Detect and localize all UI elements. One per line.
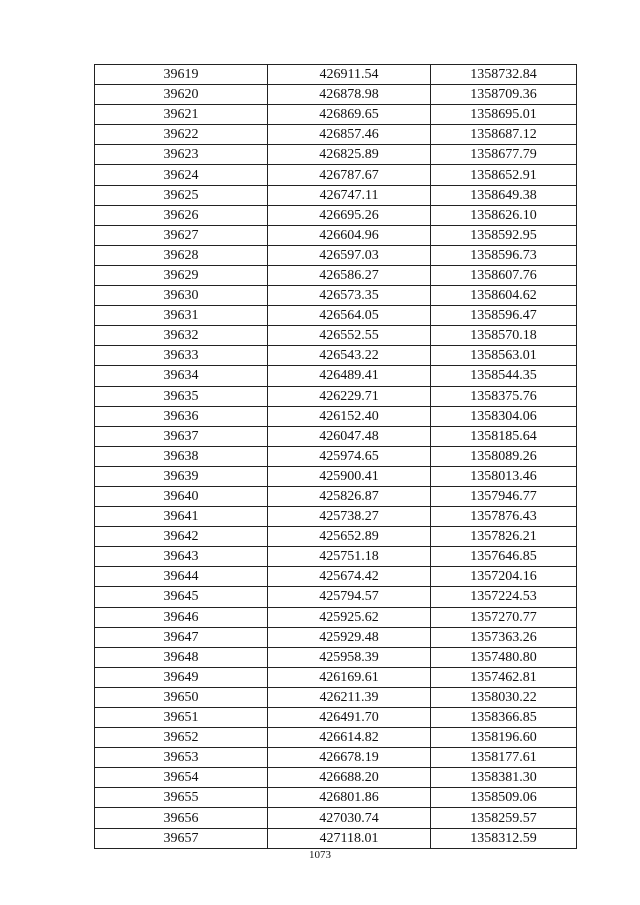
y-coordinate-cell: 1357462.81 <box>431 667 577 687</box>
table-row <box>95 326 577 346</box>
table-row <box>95 567 577 587</box>
x-coordinate-cell: 426564.05 <box>268 306 431 326</box>
table-row <box>95 607 577 627</box>
table-row <box>95 486 577 506</box>
coordinate-table-body <box>95 65 577 849</box>
point-id-cell: 39649 <box>95 667 268 687</box>
table-row <box>95 205 577 225</box>
table-row <box>95 587 577 607</box>
point-id-cell: 39621 <box>95 105 268 125</box>
table-row <box>95 145 577 165</box>
y-coordinate-cell: 1358013.46 <box>431 466 577 486</box>
x-coordinate-cell: 425974.65 <box>268 446 431 466</box>
point-id-cell: 39626 <box>95 205 268 225</box>
point-id-cell: 39648 <box>95 647 268 667</box>
point-id-cell: 39653 <box>95 748 268 768</box>
x-coordinate-cell: 426047.48 <box>268 426 431 446</box>
x-coordinate-cell: 426573.35 <box>268 286 431 306</box>
y-coordinate-cell: 1358185.64 <box>431 426 577 446</box>
y-coordinate-cell: 1358544.35 <box>431 366 577 386</box>
y-coordinate-cell: 1357363.26 <box>431 627 577 647</box>
table-row <box>95 286 577 306</box>
point-id-cell: 39630 <box>95 286 268 306</box>
point-id-cell: 39628 <box>95 245 268 265</box>
table-row <box>95 386 577 406</box>
point-id-cell: 39634 <box>95 366 268 386</box>
table-row <box>95 547 577 567</box>
table-row <box>95 466 577 486</box>
y-coordinate-cell: 1357646.85 <box>431 547 577 567</box>
y-coordinate-cell: 1357270.77 <box>431 607 577 627</box>
point-id-cell: 39638 <box>95 446 268 466</box>
x-coordinate-cell: 425826.87 <box>268 486 431 506</box>
point-id-cell: 39629 <box>95 265 268 285</box>
x-coordinate-cell: 427030.74 <box>268 808 431 828</box>
point-id-cell: 39623 <box>95 145 268 165</box>
table-row <box>95 527 577 547</box>
table-row <box>95 828 577 848</box>
y-coordinate-cell: 1358196.60 <box>431 728 577 748</box>
table-row <box>95 85 577 105</box>
point-id-cell: 39654 <box>95 768 268 788</box>
y-coordinate-cell: 1358366.85 <box>431 708 577 728</box>
x-coordinate-cell: 426543.22 <box>268 346 431 366</box>
point-id-cell: 39651 <box>95 708 268 728</box>
y-coordinate-cell: 1358030.22 <box>431 687 577 707</box>
x-coordinate-cell: 425929.48 <box>268 627 431 647</box>
y-coordinate-cell: 1358687.12 <box>431 125 577 145</box>
point-id-cell: 39641 <box>95 507 268 527</box>
point-id-cell: 39622 <box>95 125 268 145</box>
point-id-cell: 39639 <box>95 466 268 486</box>
table-row <box>95 687 577 707</box>
point-id-cell: 39642 <box>95 527 268 547</box>
y-coordinate-cell: 1357946.77 <box>431 486 577 506</box>
x-coordinate-cell: 426688.20 <box>268 768 431 788</box>
point-id-cell: 39656 <box>95 808 268 828</box>
x-coordinate-cell: 426801.86 <box>268 788 431 808</box>
table-row <box>95 426 577 446</box>
x-coordinate-cell: 426211.39 <box>268 687 431 707</box>
y-coordinate-cell: 1358649.38 <box>431 185 577 205</box>
x-coordinate-cell: 426491.70 <box>268 708 431 728</box>
table-row <box>95 788 577 808</box>
y-coordinate-cell: 1358677.79 <box>431 145 577 165</box>
table-row <box>95 245 577 265</box>
x-coordinate-cell: 425900.41 <box>268 466 431 486</box>
y-coordinate-cell: 1358592.95 <box>431 225 577 245</box>
x-coordinate-cell: 425751.18 <box>268 547 431 567</box>
y-coordinate-cell: 1358607.76 <box>431 265 577 285</box>
y-coordinate-cell: 1358732.84 <box>431 65 577 85</box>
point-id-cell: 39657 <box>95 828 268 848</box>
x-coordinate-cell: 426695.26 <box>268 205 431 225</box>
table-row <box>95 647 577 667</box>
table-row <box>95 306 577 326</box>
point-id-cell: 39640 <box>95 486 268 506</box>
x-coordinate-cell: 426489.41 <box>268 366 431 386</box>
x-coordinate-cell: 427118.01 <box>268 828 431 848</box>
point-id-cell: 39635 <box>95 386 268 406</box>
y-coordinate-cell: 1357876.43 <box>431 507 577 527</box>
y-coordinate-cell: 1358312.59 <box>431 828 577 848</box>
y-coordinate-cell: 1358304.06 <box>431 406 577 426</box>
y-coordinate-cell: 1358563.01 <box>431 346 577 366</box>
y-coordinate-cell: 1358709.36 <box>431 85 577 105</box>
x-coordinate-cell: 426229.71 <box>268 386 431 406</box>
point-id-cell: 39636 <box>95 406 268 426</box>
table-row <box>95 728 577 748</box>
table-row <box>95 627 577 647</box>
x-coordinate-cell: 426586.27 <box>268 265 431 285</box>
point-id-cell: 39632 <box>95 326 268 346</box>
x-coordinate-cell: 426911.54 <box>268 65 431 85</box>
y-coordinate-cell: 1358652.91 <box>431 165 577 185</box>
x-coordinate-cell: 426597.03 <box>268 245 431 265</box>
table-row <box>95 105 577 125</box>
y-coordinate-cell: 1358509.06 <box>431 788 577 808</box>
point-id-cell: 39625 <box>95 185 268 205</box>
x-coordinate-cell: 426878.98 <box>268 85 431 105</box>
x-coordinate-cell: 425652.89 <box>268 527 431 547</box>
x-coordinate-cell: 426152.40 <box>268 406 431 426</box>
table-row <box>95 165 577 185</box>
table-row <box>95 446 577 466</box>
table-row <box>95 265 577 285</box>
y-coordinate-cell: 1358177.61 <box>431 748 577 768</box>
point-id-cell: 39655 <box>95 788 268 808</box>
x-coordinate-cell: 425958.39 <box>268 647 431 667</box>
table-row <box>95 507 577 527</box>
y-coordinate-cell: 1358381.30 <box>431 768 577 788</box>
coordinate-table <box>94 64 577 849</box>
point-id-cell: 39620 <box>95 85 268 105</box>
y-coordinate-cell: 1357480.80 <box>431 647 577 667</box>
y-coordinate-cell: 1357826.21 <box>431 527 577 547</box>
table-row <box>95 185 577 205</box>
point-id-cell: 39650 <box>95 687 268 707</box>
y-coordinate-cell: 1358596.73 <box>431 245 577 265</box>
x-coordinate-cell: 426614.82 <box>268 728 431 748</box>
table-row <box>95 768 577 788</box>
point-id-cell: 39637 <box>95 426 268 446</box>
y-coordinate-cell: 1358626.10 <box>431 205 577 225</box>
point-id-cell: 39644 <box>95 567 268 587</box>
x-coordinate-cell: 426552.55 <box>268 326 431 346</box>
x-coordinate-cell: 425925.62 <box>268 607 431 627</box>
y-coordinate-cell: 1358695.01 <box>431 105 577 125</box>
y-coordinate-cell: 1357204.16 <box>431 567 577 587</box>
x-coordinate-cell: 426869.65 <box>268 105 431 125</box>
point-id-cell: 39619 <box>95 65 268 85</box>
point-id-cell: 39624 <box>95 165 268 185</box>
point-id-cell: 39647 <box>95 627 268 647</box>
x-coordinate-cell: 426787.67 <box>268 165 431 185</box>
x-coordinate-cell: 425738.27 <box>268 507 431 527</box>
point-id-cell: 39643 <box>95 547 268 567</box>
x-coordinate-cell: 426604.96 <box>268 225 431 245</box>
point-id-cell: 39645 <box>95 587 268 607</box>
x-coordinate-cell: 426825.89 <box>268 145 431 165</box>
x-coordinate-cell: 425794.57 <box>268 587 431 607</box>
y-coordinate-cell: 1358570.18 <box>431 326 577 346</box>
y-coordinate-cell: 1357224.53 <box>431 587 577 607</box>
table-row <box>95 366 577 386</box>
x-coordinate-cell: 426169.61 <box>268 667 431 687</box>
table-row <box>95 406 577 426</box>
y-coordinate-cell: 1358596.47 <box>431 306 577 326</box>
table-row <box>95 808 577 828</box>
point-id-cell: 39631 <box>95 306 268 326</box>
table-row <box>95 748 577 768</box>
page-number: 1073 <box>309 849 331 861</box>
point-id-cell: 39633 <box>95 346 268 366</box>
y-coordinate-cell: 1358089.26 <box>431 446 577 466</box>
table-row <box>95 708 577 728</box>
table-row <box>95 667 577 687</box>
table-row <box>95 346 577 366</box>
x-coordinate-cell: 426678.19 <box>268 748 431 768</box>
y-coordinate-cell: 1358375.76 <box>431 386 577 406</box>
y-coordinate-cell: 1358259.57 <box>431 808 577 828</box>
point-id-cell: 39627 <box>95 225 268 245</box>
table-row <box>95 225 577 245</box>
table-row <box>95 65 577 85</box>
x-coordinate-cell: 426857.46 <box>268 125 431 145</box>
x-coordinate-cell: 426747.11 <box>268 185 431 205</box>
table-row <box>95 125 577 145</box>
point-id-cell: 39652 <box>95 728 268 748</box>
y-coordinate-cell: 1358604.62 <box>431 286 577 306</box>
point-id-cell: 39646 <box>95 607 268 627</box>
x-coordinate-cell: 425674.42 <box>268 567 431 587</box>
